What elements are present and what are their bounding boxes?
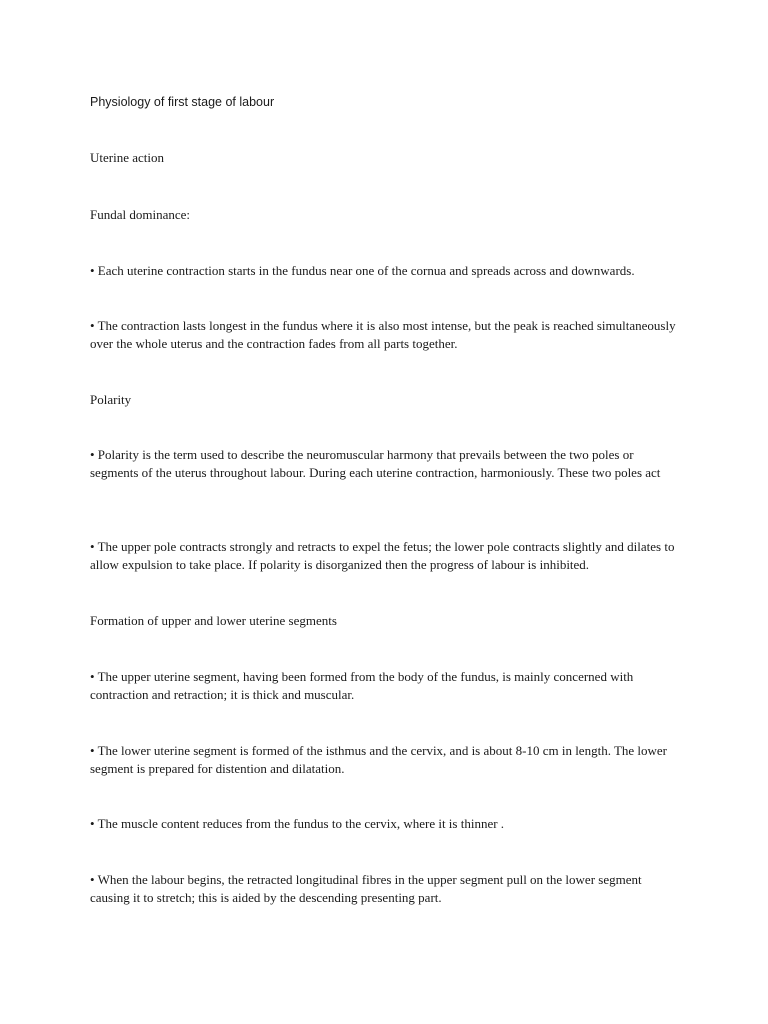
bullet-paragraph: • The muscle content reduces from the fundus to the cervix, where it is thinner . xyxy=(90,816,505,831)
heading-uterine-action: Uterine action xyxy=(90,150,164,165)
heading-uterine-segments: Formation of upper and lower uterine segments xyxy=(90,613,337,628)
document-title: Physiology of first stage of labour xyxy=(90,95,275,109)
bullet-paragraph: • Each uterine contraction starts in the fundus near one of the cornua and spreads across and downwards. xyxy=(90,263,635,278)
subheading-fundal-dominance: Fundal dominance: xyxy=(90,207,191,222)
bullet-paragraph: • The upper uterine segment, having been formed from the body of the fundus, is mainly concerned with contraction and retraction; it is thick and muscular. xyxy=(90,669,634,702)
heading-polarity: Polarity xyxy=(90,392,132,407)
bullet-paragraph: • Polarity is the term used to describe the neuromuscular harmony that prevails between the two poles or segments of the uterus throughout labour. During each uterine contraction, harmoniously. These two poles act xyxy=(90,447,661,480)
bullet-paragraph: • The upper pole contracts strongly and retracts to expel the fetus; the lower pole contracts slightly and dilates to allow expulsion to take place. If polarity is disorganized then the progress of labour is inhibited. xyxy=(90,539,675,572)
bullet-paragraph: • When the labour begins, the retracted longitudinal fibres in the upper segment pull on the lower segment causing it to stretch; this is aided by the descending presenting part. xyxy=(90,872,642,905)
bullet-paragraph: • The contraction lasts longest in the fundus where it is also most intense, but the peak is reached simultaneously over the whole uterus and the contraction fades from all parts together. xyxy=(90,318,676,351)
bullet-paragraph: • The lower uterine segment is formed of the isthmus and the cervix, and is about 8-10 cm in length. The lower segment is prepared for distention and dilatation. xyxy=(90,743,668,776)
